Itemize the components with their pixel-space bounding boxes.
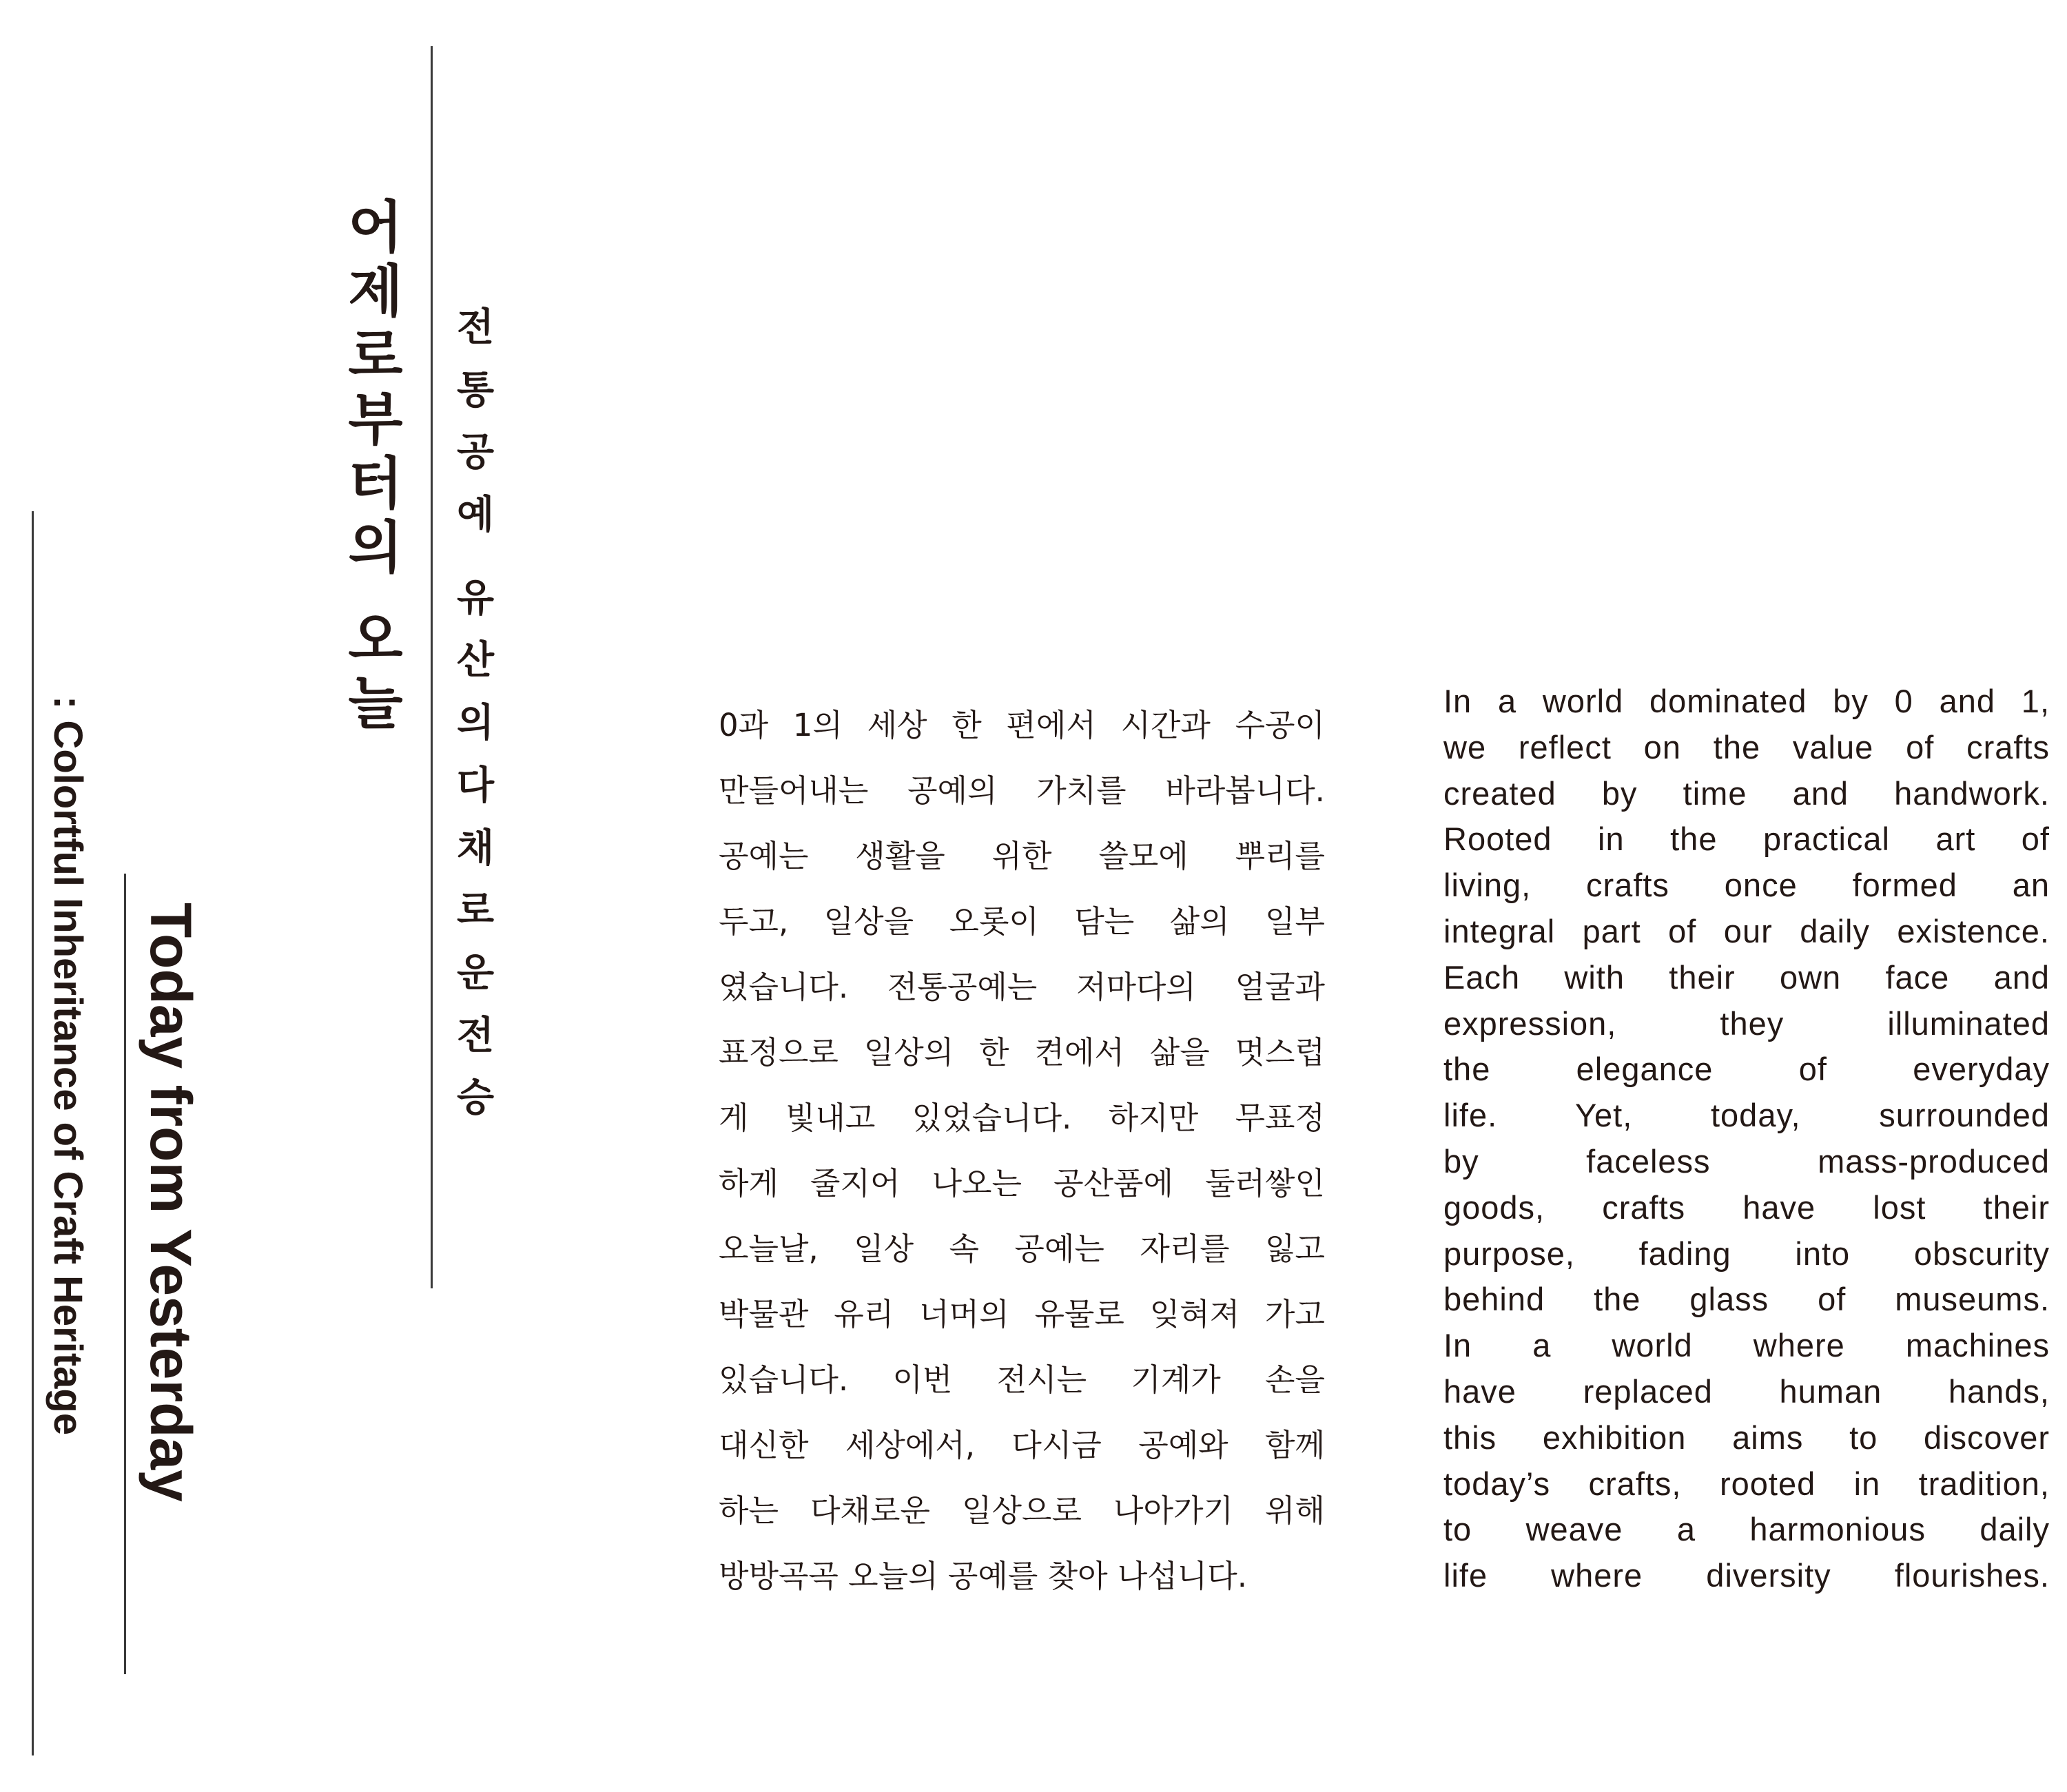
english-subtitle-divider [32,511,34,1755]
korean-title-char: 늘 [348,671,403,737]
korean-subtitle-char: 다 [456,763,495,808]
korean-subtitle [451,305,500,1142]
english-body-line: have replaced human hands, [1443,1372,2050,1410]
korean-body-line: 였습니다. 전통공예는 저마다의 얼굴과 [719,969,1325,1005]
english-body-line: by faceless mass-produced [1443,1142,2050,1180]
english-body-line: this exhibition aims to discover [1443,1419,2050,1456]
korean-title-char: 로 [348,323,403,389]
korean-body-line: 있습니다. 이번 전시는 기계가 손을 [719,1361,1325,1398]
korean-body-line: 방방곡곡 오늘의 공예를 찾아 나섭니다. [719,1558,1248,1594]
korean-body-line: 표정으로 일상의 한 켠에서 삶을 멋스럽 [719,1034,1325,1071]
korean-subtitle-char: 산 [456,638,495,683]
korean-body-text [719,692,1325,1609]
korean-body-line: 오늘날, 일상 속 공예는 자리를 잃고 [719,1230,1325,1267]
english-body-line: In a world dominated by 0 and 1, [1443,683,2050,719]
korean-title-char: 의 [348,515,403,581]
korean-subtitle-char: 의 [456,701,495,746]
english-title: Today from Yesterday [138,903,203,1502]
korean-subtitle-char: 로 [456,888,495,934]
english-body-line: living, crafts once formed an [1443,867,2050,904]
english-body-line: In a world where machines [1443,1327,2050,1364]
english-body-line: goods, crafts have lost their [1443,1188,2050,1226]
english-title-divider [124,874,126,1674]
korean-subtitle-char: 채 [456,825,495,871]
english-body-line: purpose, fading into obscurity [1443,1235,2050,1272]
korean-subtitle-char: 전 [456,305,495,350]
english-body-line: the elegance of everyday [1443,1051,2050,1088]
korean-body-line: 공예는 생활을 위한 쓸모에 뿌리를 [719,838,1325,874]
english-subtitle: : Colortful Inheritance of Craft Heritage [45,696,90,1436]
korean-title [338,195,413,740]
korean-body-line: 하게 줄지어 나오는 공산품에 둘러쌓인 [719,1165,1325,1202]
korean-body-line: 대신한 세상에서, 다시금 공예와 함께 [719,1427,1325,1463]
korean-body-line: 두고, 일상을 오롯이 담는 삶의 일부 [719,903,1325,940]
korean-title-char: 제 [348,259,403,325]
english-body-line: created by time and handwork. [1443,774,2050,812]
korean-title-char: 어 [348,195,403,260]
korean-subtitle-char: 공 [456,430,495,475]
korean-title-char: 터 [348,451,403,517]
korean-title-divider [431,46,433,1288]
english-body-line: integral part of our daily existence. [1443,912,2050,949]
english-body-line: Rooted in the practical art of [1443,821,2050,858]
english-body-line: expression, they illuminated [1443,1005,2050,1042]
korean-body-line: 0과 1의 세상 한 편에서 시간과 수공이 [719,707,1325,743]
english-body-line: to weave a harmonious daily [1443,1511,2050,1548]
english-body-line: life. Yet, today, surrounded [1443,1097,2050,1134]
korean-title-char: 오 [348,607,403,672]
korean-subtitle-char: 통 [456,367,495,413]
korean-subtitle-char: 유 [456,575,495,621]
korean-subtitle-char: 승 [456,1075,495,1121]
korean-subtitle-char: 전 [456,1013,495,1058]
english-body-line: we reflect on the value of crafts [1443,728,2050,765]
korean-body-line: 박물관 유리 너머의 유물로 잊혀져 가고 [719,1296,1325,1332]
korean-subtitle-char: 운 [456,950,495,996]
english-body-line: life where diversity flourishes. [1443,1557,2050,1594]
korean-body-line: 게 빛내고 있었습니다. 하지만 무표정 [719,1100,1325,1136]
korean-body-line: 만들어내는 공예의 가치를 바라봅니다. [719,772,1325,809]
korean-body-line: 하는 다채로운 일상으로 나아가기 위해 [719,1492,1325,1529]
english-body-line: Each with their own face and [1443,958,2050,996]
english-body-line: today’s crafts, rooted in tradition, [1443,1465,2050,1502]
korean-title-char: 부 [348,387,403,453]
korean-subtitle-char: 예 [456,493,495,538]
english-body-text [1443,679,2050,1599]
english-body-line: behind the glass of museums. [1443,1281,2050,1318]
